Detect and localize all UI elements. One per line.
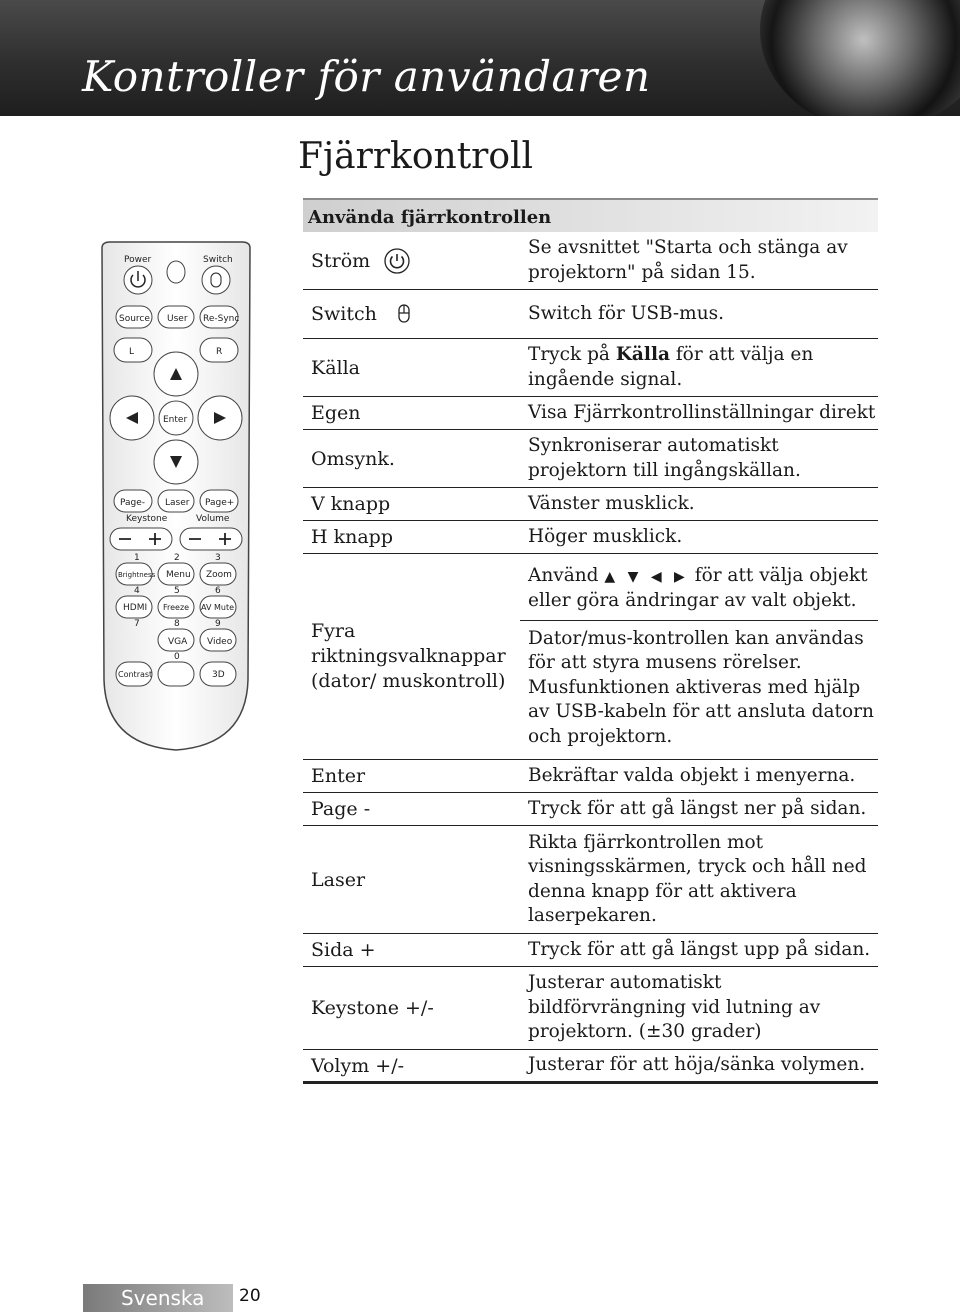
row-name: Page - — [311, 798, 371, 820]
mouse-icon — [391, 301, 417, 327]
svg-text:VGA: VGA — [168, 637, 188, 647]
row-desc: Switch för USB-mus. — [528, 302, 725, 324]
svg-text:9: 9 — [215, 619, 221, 629]
row-name: Volym +/- — [311, 1054, 405, 1077]
row-desc: Se avsnittet "Starta och stänga av projektorn" på sidan 15. — [528, 237, 848, 283]
power-icon — [384, 248, 410, 274]
remote-label-switch: Switch — [203, 255, 233, 265]
remote-label-user: User — [167, 314, 188, 324]
table-row — [303, 488, 878, 521]
table-row — [303, 934, 878, 967]
svg-text:3: 3 — [215, 553, 221, 563]
remote-label-r: R — [216, 347, 223, 357]
svg-text:1: 1 — [134, 553, 140, 563]
table-row — [303, 290, 878, 339]
table-row — [303, 397, 878, 430]
svg-text:5: 5 — [174, 586, 180, 596]
row-name: Ström — [311, 249, 371, 272]
row-desc: Vänster musklick. — [528, 492, 695, 514]
svg-text:0: 0 — [174, 652, 180, 662]
table-row — [303, 760, 878, 793]
direction-arrows-icon: ▲ ▼ ◀ ▶ — [604, 568, 689, 585]
row-name: Laser — [311, 868, 366, 891]
lens-graphic — [760, 0, 960, 116]
row-desc: Rikta fjärrkontrollen mot visningsskärmen, tryck och håll ned denna knapp för att aktivera laserpekaren. — [528, 831, 867, 926]
row-name: Källa — [311, 356, 361, 379]
page-number: 20 — [239, 1286, 261, 1306]
svg-text:Contrast: Contrast — [118, 670, 153, 679]
table-row — [303, 339, 878, 397]
section-title: Fjärrkontroll — [298, 136, 534, 177]
row-name: H knapp — [311, 526, 394, 548]
table-row — [303, 554, 878, 760]
table-heading: Använda fjärrkontrollen — [303, 198, 878, 232]
svg-text:2: 2 — [174, 553, 180, 563]
row-desc: Tryck för att gå längst ner på sidan. — [528, 797, 867, 819]
table-row — [303, 1050, 878, 1084]
row-name: Enter — [311, 765, 366, 787]
language-label: Svenska — [83, 1284, 233, 1312]
svg-text:Menu: Menu — [166, 570, 191, 580]
remote-functions-table — [303, 198, 878, 1084]
row-name: Fyra riktningsvalknappar (dator/ muskontroll) — [311, 620, 506, 692]
remote-label-l: L — [129, 347, 135, 357]
remote-label-resync: Re-Sync — [203, 314, 240, 324]
row-name: Omsynk. — [311, 447, 395, 470]
svg-text:Zoom: Zoom — [206, 570, 232, 580]
row-name: V knapp — [311, 493, 391, 515]
svg-text:HDMI: HDMI — [123, 603, 148, 613]
svg-text:7: 7 — [134, 619, 140, 629]
row-name: Keystone +/- — [311, 997, 434, 1019]
svg-text:3D: 3D — [212, 670, 225, 680]
page-title: Kontroller för användaren — [82, 52, 651, 101]
table-row — [303, 521, 878, 554]
row-desc: Justerar automatiskt bildförvrängning vid lutning av projektorn. (±30 grader) — [528, 972, 821, 1043]
row-desc: Synkroniserar automatiskt projektorn till ingångskällan. — [528, 435, 801, 481]
svg-text:6: 6 — [215, 586, 221, 596]
table-row — [303, 793, 878, 826]
row-desc: Tryck för att gå längst upp på sidan. — [528, 938, 871, 960]
table-row — [303, 826, 878, 934]
row-name: Sida + — [311, 939, 376, 961]
remote-label-volume: Volume — [196, 514, 230, 524]
row-desc: Tryck på Källa för att välja en ingående signal. — [528, 344, 814, 390]
table-row — [303, 967, 878, 1050]
table-row — [303, 430, 878, 488]
remote-label-power: Power — [124, 255, 152, 265]
svg-text:8: 8 — [174, 619, 180, 629]
row-desc: Höger musklick. — [528, 525, 683, 547]
svg-text:Freeze: Freeze — [163, 603, 190, 612]
row-desc-directions: Använd ▲ ▼ ◀ ▶ för att välja objekt eller göra ändringar av valt objekt. — [520, 564, 878, 621]
remote-label-keystone: Keystone — [126, 514, 168, 524]
row-name: Switch — [311, 303, 377, 325]
row-desc-mouse: Dator/mus-kontrollen kan användas för att styra musens rörelser. Musfunktionen aktiveras med hjälp av USB-kabeln för att ansluta datorn och projektorn. — [528, 627, 874, 747]
svg-text:AV Mute: AV Mute — [201, 603, 235, 612]
header-banner — [0, 0, 960, 116]
svg-text:Video: Video — [207, 637, 233, 647]
row-name: Egen — [311, 402, 361, 424]
svg-text:Brightness: Brightness — [118, 571, 156, 579]
remote-control-illustration — [96, 240, 256, 760]
row-desc: Justerar för att höja/sänka volymen. — [528, 1054, 866, 1076]
row-desc: Bekräftar valda objekt i menyerna. — [528, 764, 856, 786]
row-desc: Visa Fjärrkontrollinställningar direkt — [528, 401, 876, 423]
remote-label-source: Source — [119, 314, 150, 324]
page-footer — [83, 1284, 263, 1314]
remote-label-laser: Laser — [165, 498, 190, 508]
remote-label-page-plus: Page+ — [205, 498, 235, 508]
svg-text:4: 4 — [134, 586, 140, 596]
table-row — [303, 232, 878, 290]
remote-label-page-minus: Page- — [120, 498, 146, 508]
remote-label-enter: Enter — [163, 415, 188, 425]
